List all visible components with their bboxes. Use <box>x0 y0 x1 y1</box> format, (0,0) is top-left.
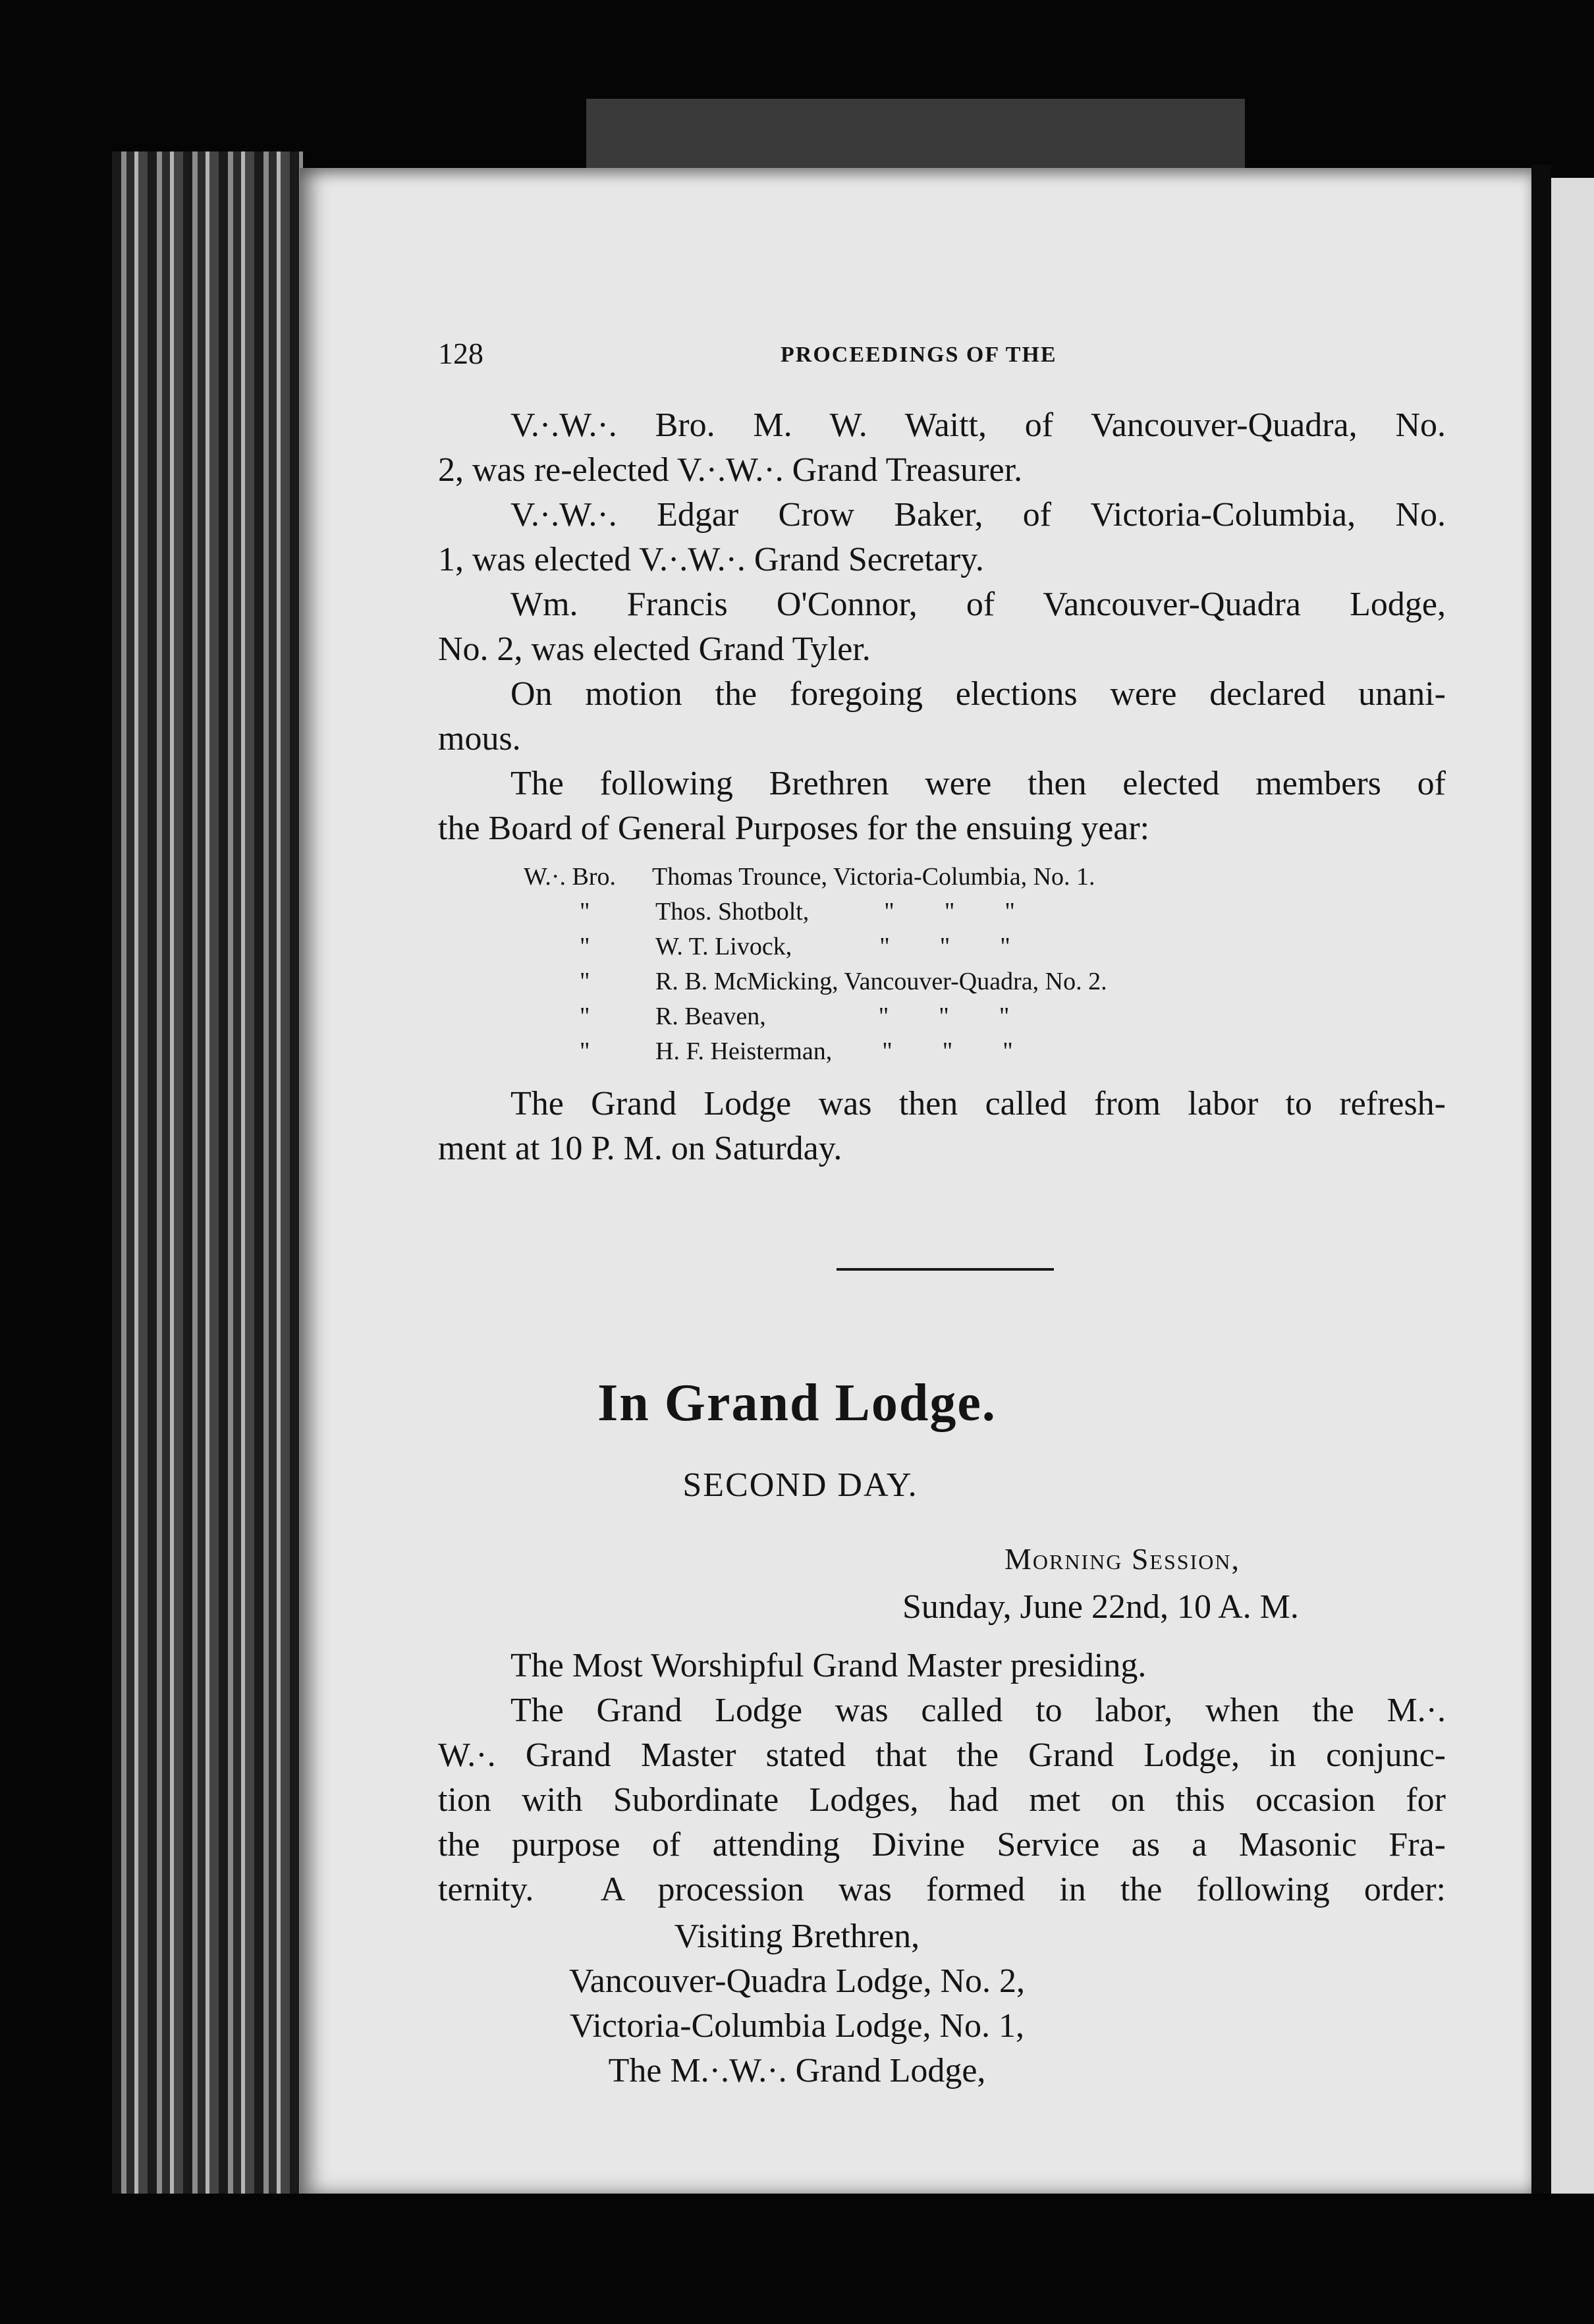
paragraph-line: mous. <box>438 720 521 758</box>
paragraph-line: ternity. A procession was formed in the following order: <box>438 1871 1446 1908</box>
procession-item: Victoria-Columbia Lodge, No. 1, <box>569 2007 1025 2045</box>
procession-item: Vancouver-Quadra Lodge, No. 2, <box>568 1962 1026 2000</box>
session-date: Sunday, June 22nd, 10 A. M. <box>902 1588 1299 1626</box>
paragraph-line: 1, was elected V.·.W.·. Grand Secretary. <box>438 541 984 578</box>
page-number: 128 <box>438 337 483 370</box>
adjacent-page-edge <box>1551 178 1594 2194</box>
election-paragraphs <box>438 403 1446 851</box>
procession-item: The M.·.W.·. Grand Lodge, <box>608 2052 986 2089</box>
member-prefix: " <box>580 1003 590 1030</box>
member-prefix: " <box>580 933 590 960</box>
paragraph-line: V.·.W.·. Bro. M. W. Waitt, of Vancouver-Quadra, No. <box>510 406 1446 444</box>
paragraph-line: On motion the foregoing elections were declared unani- <box>510 675 1446 713</box>
book-page-edges <box>112 152 303 2194</box>
paragraph-board <box>438 761 1446 851</box>
paragraph-refreshment <box>438 1082 1446 1171</box>
paragraph-line: The Grand Lodge was called to labor, when the M.·. <box>510 1692 1446 1729</box>
paragraph-presiding <box>438 1644 1446 1688</box>
paragraph-line: tion with Subordinate Lodges, had met on this occasion for <box>438 1781 1446 1819</box>
running-title: PROCEEDINGS OF THE <box>781 343 1057 367</box>
paragraph-line: Wm. Francis O'Connor, of Vancouver-Quadra Lodge, <box>510 586 1446 623</box>
paragraph-line: 2, was re-elected V.·.W.·. Grand Treasurer. <box>438 451 1023 489</box>
paragraph-treasurer <box>438 403 1446 493</box>
member-entry: W. T. Livock, " " " <box>655 933 1010 960</box>
member-prefix: " <box>580 968 590 995</box>
paragraph-line: No. 2, was elected Grand Tyler. <box>438 630 871 668</box>
section-heading: In Grand Lodge. <box>597 1374 997 1432</box>
refreshment-paragraph <box>438 1082 1446 1171</box>
paragraph-motion <box>438 672 1446 761</box>
paragraph-line: ment at 10 P. M. on Saturday. <box>438 1130 842 1167</box>
procession-item: Visiting Brethren, <box>674 1918 920 1955</box>
paragraph-line: The Grand Lodge was then called from labor to refresh- <box>510 1085 1446 1122</box>
member-prefix: " <box>580 1038 590 1065</box>
member-prefix: " <box>580 898 590 926</box>
member-entry: R. Beaven, " " " <box>655 1003 1010 1030</box>
member-entry: H. F. Heisterman, " " " <box>655 1038 1013 1065</box>
paragraph-line: the Board of General Purposes for the ensuing year: <box>438 810 1150 847</box>
second-day-body <box>438 1644 1446 1912</box>
paragraph-tyler <box>438 582 1446 672</box>
paragraph-procession <box>438 1688 1446 1912</box>
member-entry: Thomas Trounce, Victoria-Columbia, No. 1. <box>652 863 1095 891</box>
member-prefix: W.·. Bro. <box>524 863 617 891</box>
paragraph-line: The following Brethren were then elected members of <box>510 765 1446 802</box>
member-entry: Thos. Shotbolt, " " " <box>655 898 1015 926</box>
paragraph-line: W.·. Grand Master stated that the Grand Lodge, in conjunc- <box>438 1736 1446 1774</box>
scan-top-shadow <box>586 99 1245 171</box>
paragraph-secretary <box>438 493 1446 582</box>
section-divider <box>837 1268 1054 1271</box>
paragraph-line: V.·.W.·. Edgar Crow Baker, of Victoria-Columbia, No. <box>510 496 1446 534</box>
paragraph-line: the purpose of attending Divine Service as a Masonic Fra- <box>438 1826 1446 1864</box>
day-heading: SECOND DAY. <box>682 1466 918 1504</box>
paragraph-line: The Most Worshipful Grand Master presiding. <box>510 1647 1147 1684</box>
page-header <box>438 336 1446 375</box>
session-label: Morning Session, <box>1004 1542 1240 1576</box>
member-entry: R. B. McMicking, Vancouver-Quadra, No. 2. <box>655 968 1107 995</box>
page-gutter <box>1531 165 1551 2194</box>
